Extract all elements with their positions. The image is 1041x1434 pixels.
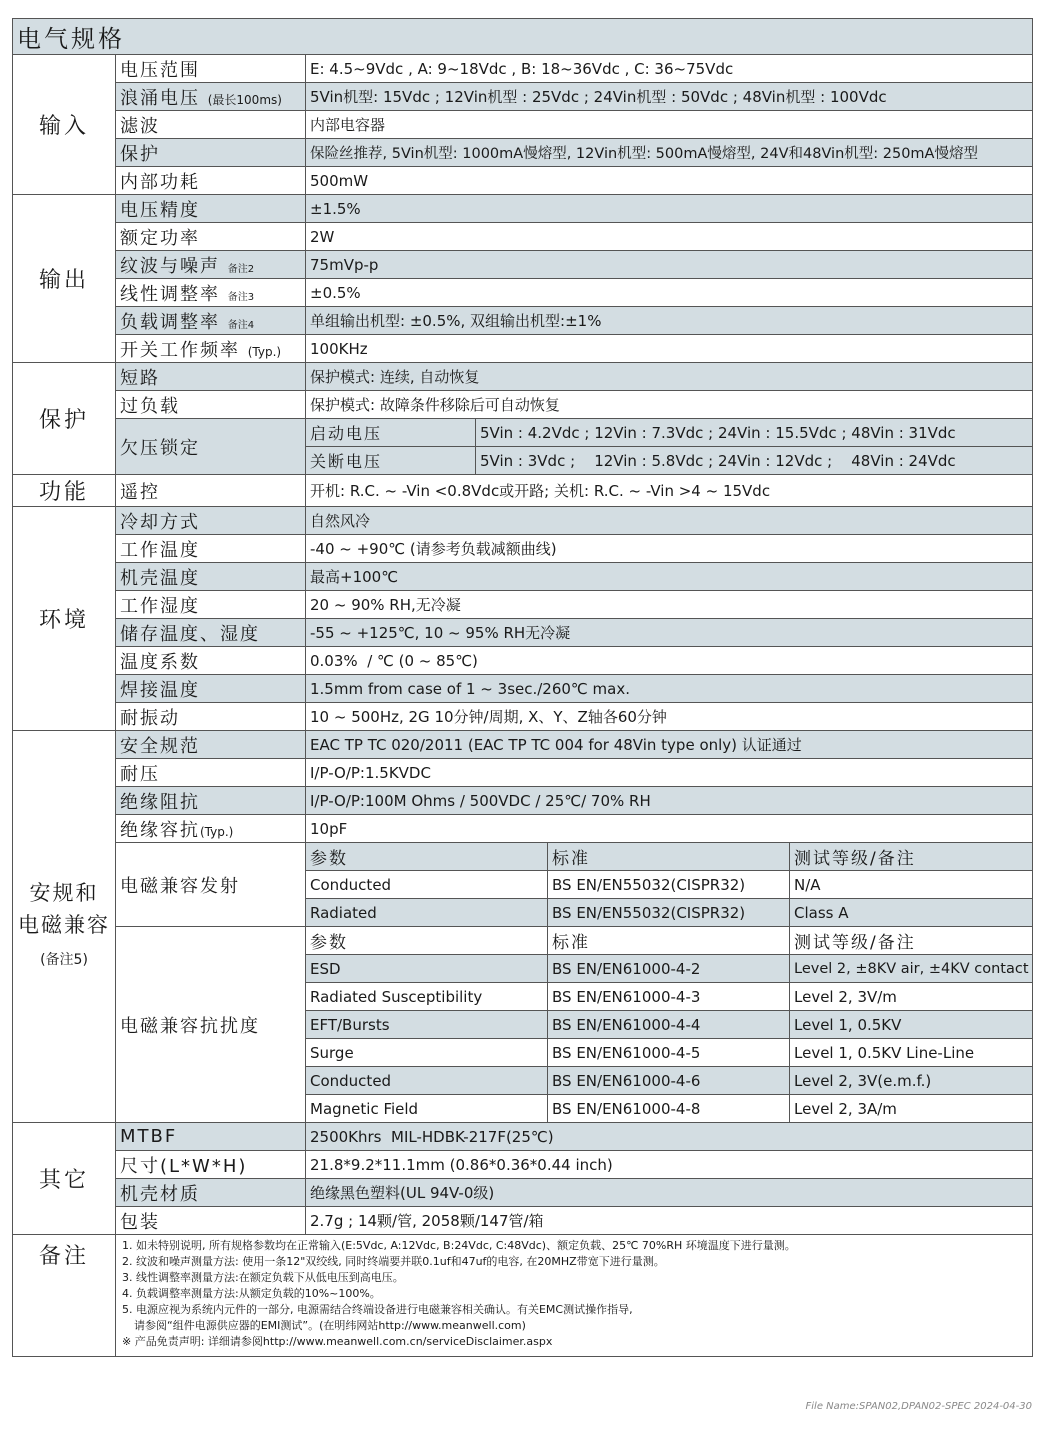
value-case-temp: 最高+100℃: [306, 563, 1033, 591]
label-internal-power: 内部功耗: [116, 167, 306, 195]
value-internal-power: 500mW: [306, 167, 1033, 195]
label-cooling: 冷却方式: [116, 507, 306, 535]
emission-param: Radiated: [306, 899, 548, 927]
category-protection: 保护: [13, 363, 116, 475]
label-uvlo: 欠压锁定: [116, 419, 306, 475]
immunity-level: Level 2, 3V/m: [790, 983, 1033, 1011]
value-voltage-accuracy: ±1.5%: [306, 195, 1033, 223]
immunity-header-param: 参数: [306, 927, 548, 955]
value-rated-power: 2W: [306, 223, 1033, 251]
value-remote: 开机: R.C. ~ -Vin <0.8Vdc或开路; 关机: R.C. ~ -Vin >4 ~ 15Vdc: [306, 475, 1033, 507]
emission-header-standard: 标准: [548, 843, 790, 871]
value-filter: 内部电容器: [306, 111, 1033, 139]
value-switching-freq: 100KHz: [306, 335, 1033, 363]
label-working-temp: 工作温度: [116, 535, 306, 563]
value-input-protection: 保险丝推荐, 5Vin机型: 1000mA慢熔型, 12Vin机型: 500mA慢熔型, 24V和48Vin机型: 250mA慢熔型: [306, 139, 1033, 167]
immunity-standard: BS EN/EN61000-4-8: [548, 1095, 790, 1123]
value-mtbf: 2500Khrs MIL-HDBK-217F(25℃): [306, 1123, 1033, 1151]
label-short-circuit: 短路: [116, 363, 306, 391]
label-mtbf: MTBF: [116, 1123, 306, 1151]
label-surge: 浪涌电压 (最长100ms): [116, 83, 306, 111]
label-emc-immunity: 电磁兼容抗扰度: [116, 927, 306, 1123]
immunity-standard: BS EN/EN61000-4-5: [548, 1039, 790, 1067]
immunity-param: Radiated Susceptibility: [306, 983, 548, 1011]
label-safety-standards: 安全规范: [116, 731, 306, 759]
value-withstand: I/P-O/P:1.5KVDC: [306, 759, 1033, 787]
immunity-standard: BS EN/EN61000-4-4: [548, 1011, 790, 1039]
value-soldering: 1.5mm from case of 1 ~ 3sec./260℃ max.: [306, 675, 1033, 703]
notes-list: [116, 1235, 1033, 1357]
label-packing: 包装: [116, 1207, 306, 1235]
emission-standard: BS EN/EN55032(CISPR32): [548, 871, 790, 899]
note-line: 2. 纹波和噪声测量方法: 使用一条12"双绞线, 同时终端要并联0.1uf和47uf的电容, 在20MHZ带宽下进行量测。: [122, 1255, 665, 1268]
label-overload: 过负载: [116, 391, 306, 419]
electrical-spec-table: [12, 18, 1033, 1357]
label-ripple-noise: 纹波与噪声 备注2: [116, 251, 306, 279]
label-case-material: 机壳材质: [116, 1179, 306, 1207]
note-line: 请参阅“组件电源供应器的EMI测试”。(在明纬网站http://www.meanwell.com): [134, 1319, 526, 1332]
value-working-temp: -40 ~ +90℃ (请参考负载减额曲线): [306, 535, 1033, 563]
label-temp-coeff: 温度系数: [116, 647, 306, 675]
value-short-circuit: 保护模式: 连续, 自动恢复: [306, 363, 1033, 391]
label-vibration: 耐振动: [116, 703, 306, 731]
category-safety-line1: 安规和: [29, 881, 99, 905]
label-uvlo-start: 启动电压: [306, 419, 476, 447]
category-others: 其它: [13, 1123, 116, 1235]
immunity-standard: BS EN/EN61000-4-3: [548, 983, 790, 1011]
value-temp-coeff: 0.03% / ℃ (0 ~ 85℃): [306, 647, 1033, 675]
immunity-param: EFT/Bursts: [306, 1011, 548, 1039]
label-withstand: 耐压: [116, 759, 306, 787]
note-line: 5. 电源应视为系统内元件的一部分, 电源需结合终端设备进行电磁兼容相关确认。有关EMC测试操作指导,: [122, 1303, 633, 1316]
label-input-protection: 保护: [116, 139, 306, 167]
label-voltage-accuracy: 电压精度: [116, 195, 306, 223]
value-packing: 2.7g ; 14颗/管, 2058颗/147管/箱: [306, 1207, 1033, 1235]
label-voltage-range: 电压范围: [116, 55, 306, 83]
immunity-level: Level 1, 0.5KV Line-Line: [790, 1039, 1033, 1067]
value-uvlo-shutdown: 5Vin : 3Vdc ; 12Vin : 5.8Vdc ; 24Vin : 12Vdc ; 48Vin : 24Vdc: [476, 447, 1033, 475]
label-storage: 储存温度、湿度: [116, 619, 306, 647]
label-remote: 遥控: [116, 475, 306, 507]
immunity-level: Level 1, 0.5KV: [790, 1011, 1033, 1039]
value-vibration: 10 ~ 500Hz, 2G 10分钟/周期, X、Y、Z轴各60分钟: [306, 703, 1033, 731]
file-name: File Name:SPAN02,DPAN02-SPEC 2024-04-30: [805, 1401, 1032, 1412]
value-dimension: 21.8*9.2*11.1mm (0.86*0.36*0.44 inch): [306, 1151, 1033, 1179]
category-safety-note: (备注5): [40, 952, 88, 968]
category-notes: 备注: [13, 1235, 116, 1357]
value-surge: 5Vin机型: 15Vdc ; 12Vin机型 : 25Vdc ; 24Vin机型 : 50Vdc ; 48Vin机型 : 100Vdc: [306, 83, 1033, 111]
label-rated-power: 额定功率: [116, 223, 306, 251]
immunity-header-level: 测试等级/备注: [790, 927, 1033, 955]
immunity-param: Conducted: [306, 1067, 548, 1095]
immunity-standard: BS EN/EN61000-4-2: [548, 955, 790, 983]
immunity-standard: BS EN/EN61000-4-6: [548, 1067, 790, 1095]
label-case-temp: 机壳温度: [116, 563, 306, 591]
immunity-param: ESD: [306, 955, 548, 983]
emission-header-level: 测试等级/备注: [790, 843, 1033, 871]
category-safety-emc: [13, 731, 116, 1123]
value-case-material: 绝缘黑色塑料(UL 94V-0级): [306, 1179, 1033, 1207]
label-uvlo-shutdown: 关断电压: [306, 447, 476, 475]
emission-standard: BS EN/EN55032(CISPR32): [548, 899, 790, 927]
value-safety-standards: EAC TP TC 020/2011 (EAC TP TC 004 for 48Vin type only) 认证通过: [306, 731, 1033, 759]
section-title: 电气规格: [13, 19, 1033, 55]
immunity-level: Level 2, ±8KV air, ±4KV contact: [790, 955, 1033, 983]
value-isolation-res: I/P-O/P:100M Ohms / 500VDC / 25℃/ 70% RH: [306, 787, 1033, 815]
immunity-param: Magnetic Field: [306, 1095, 548, 1123]
label-switching-freq: 开关工作频率 (Typ.): [116, 335, 306, 363]
label-dimension: 尺寸(L*W*H): [116, 1151, 306, 1179]
immunity-param: Surge: [306, 1039, 548, 1067]
category-safety-line2: 电磁兼容: [18, 913, 110, 937]
note-line: 1. 如未特别说明, 所有规格参数均在正常输入(E:5Vdc, A:12Vdc, B:24Vdc, C:48Vdc)、额定负载、25℃ 70%RH 环境温度下进行量测。: [122, 1239, 796, 1252]
label-isolation-cap: 绝缘容抗(Typ.): [116, 815, 306, 843]
label-emc-emission: 电磁兼容发射: [116, 843, 306, 927]
value-isolation-cap: 10pF: [306, 815, 1033, 843]
value-ripple-noise: 75mVp-p: [306, 251, 1033, 279]
category-function: 功能: [13, 475, 116, 507]
category-output: 输出: [13, 195, 116, 363]
label-working-humidity: 工作湿度: [116, 591, 306, 619]
immunity-level: Level 2, 3A/m: [790, 1095, 1033, 1123]
emission-header-param: 参数: [306, 843, 548, 871]
immunity-header-standard: 标准: [548, 927, 790, 955]
value-cooling: 自然风冷: [306, 507, 1033, 535]
category-environment: 环境: [13, 507, 116, 731]
category-input: 输入: [13, 55, 116, 195]
emission-level: N/A: [790, 871, 1033, 899]
label-line-regulation: 线性调整率 备注3: [116, 279, 306, 307]
label-filter: 滤波: [116, 111, 306, 139]
immunity-level: Level 2, 3V(e.m.f.): [790, 1067, 1033, 1095]
label-soldering: 焊接温度: [116, 675, 306, 703]
value-storage: -55 ~ +125℃, 10 ~ 95% RH无冷凝: [306, 619, 1033, 647]
note-line: 3. 线性调整率测量方法:在额定负载下从低电压到高电压。: [122, 1271, 404, 1284]
value-working-humidity: 20 ~ 90% RH,无冷凝: [306, 591, 1033, 619]
note-line: ※ 产品免责声明: 详细请参阅http://www.meanwell.com.cn/serviceDisclaimer.aspx: [122, 1335, 553, 1348]
label-isolation-res: 绝缘阻抗: [116, 787, 306, 815]
emission-param: Conducted: [306, 871, 548, 899]
note-line: 4. 负载调整率测量方法:从额定负载的10%~100%。: [122, 1287, 381, 1300]
value-overload: 保护模式: 故障条件移除后可自动恢复: [306, 391, 1033, 419]
emission-level: Class A: [790, 899, 1033, 927]
value-line-regulation: ±0.5%: [306, 279, 1033, 307]
value-voltage-range: E: 4.5~9Vdc , A: 9~18Vdc , B: 18~36Vdc , C: 36~75Vdc: [306, 55, 1033, 83]
value-load-regulation: 单组输出机型: ±0.5%, 双组输出机型:±1%: [306, 307, 1033, 335]
label-load-regulation: 负载调整率 备注4: [116, 307, 306, 335]
value-uvlo-start: 5Vin : 4.2Vdc ; 12Vin : 7.3Vdc ; 24Vin : 15.5Vdc ; 48Vin : 31Vdc: [476, 419, 1033, 447]
